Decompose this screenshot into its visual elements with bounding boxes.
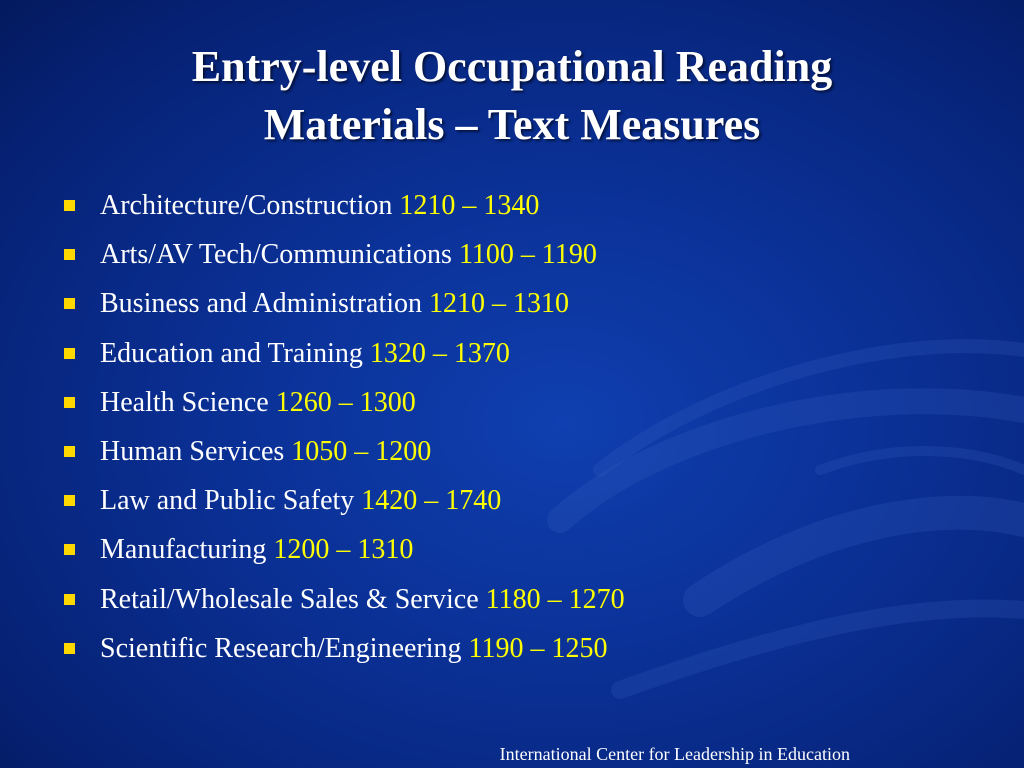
text-measure-range: 1200 – 1310 — [273, 534, 414, 566]
list-item — [62, 580, 1002, 629]
occupation-label: Business and Administration — [100, 288, 422, 320]
list-item — [62, 235, 1002, 284]
text-measure-range: 1180 – 1270 — [485, 583, 625, 615]
occupation-label: Arts/AV Tech/Communications — [100, 239, 452, 271]
square-bullet-icon — [64, 643, 75, 654]
square-bullet-icon — [64, 348, 75, 359]
text-measure-range: 1100 – 1190 — [458, 239, 597, 271]
text-measure-range: 1420 – 1740 — [361, 485, 502, 517]
list-item — [62, 530, 1002, 579]
square-bullet-icon — [64, 249, 75, 260]
occupation-label: Retail/Wholesale Sales & Service — [100, 583, 479, 615]
occupation-list — [62, 186, 1002, 678]
list-item — [62, 383, 1002, 432]
text-measure-range: 1210 – 1310 — [429, 288, 569, 320]
square-bullet-icon — [64, 298, 75, 309]
slide-title — [0, 38, 1024, 154]
occupation-label: Manufacturing — [100, 534, 267, 566]
square-bullet-icon — [64, 200, 75, 211]
text-measure-range: 1260 – 1300 — [275, 386, 416, 418]
list-item — [62, 284, 1002, 333]
occupation-label: Law and Public Safety — [100, 485, 355, 517]
occupation-label: Education and Training — [100, 337, 363, 369]
text-measure-range: 1190 – 1250 — [468, 632, 608, 664]
occupation-label: Human Services — [100, 435, 285, 467]
square-bullet-icon — [64, 544, 75, 555]
list-item — [62, 629, 1002, 678]
list-item — [62, 481, 1002, 530]
square-bullet-icon — [64, 594, 75, 605]
text-measure-range: 1320 – 1370 — [369, 337, 510, 369]
slide-title-line-2: Materials – Text Measures — [263, 100, 761, 149]
list-item — [62, 334, 1002, 383]
square-bullet-icon — [64, 397, 75, 408]
square-bullet-icon — [64, 495, 75, 506]
occupation-label: Architecture/Construction — [100, 190, 393, 221]
text-measure-range: 1050 – 1200 — [291, 435, 432, 467]
list-item — [62, 432, 1002, 481]
text-measure-range: 1210 – 1340 — [399, 190, 540, 221]
footer-organization: International Center for Leadership in Education — [499, 744, 850, 764]
list-item — [62, 186, 1002, 235]
square-bullet-icon — [64, 446, 75, 457]
occupation-label: Health Science — [100, 386, 269, 418]
occupation-label: Scientific Research/Engineering — [100, 632, 462, 664]
slide-title-line-1: Entry-level Occupational Reading — [191, 42, 833, 91]
